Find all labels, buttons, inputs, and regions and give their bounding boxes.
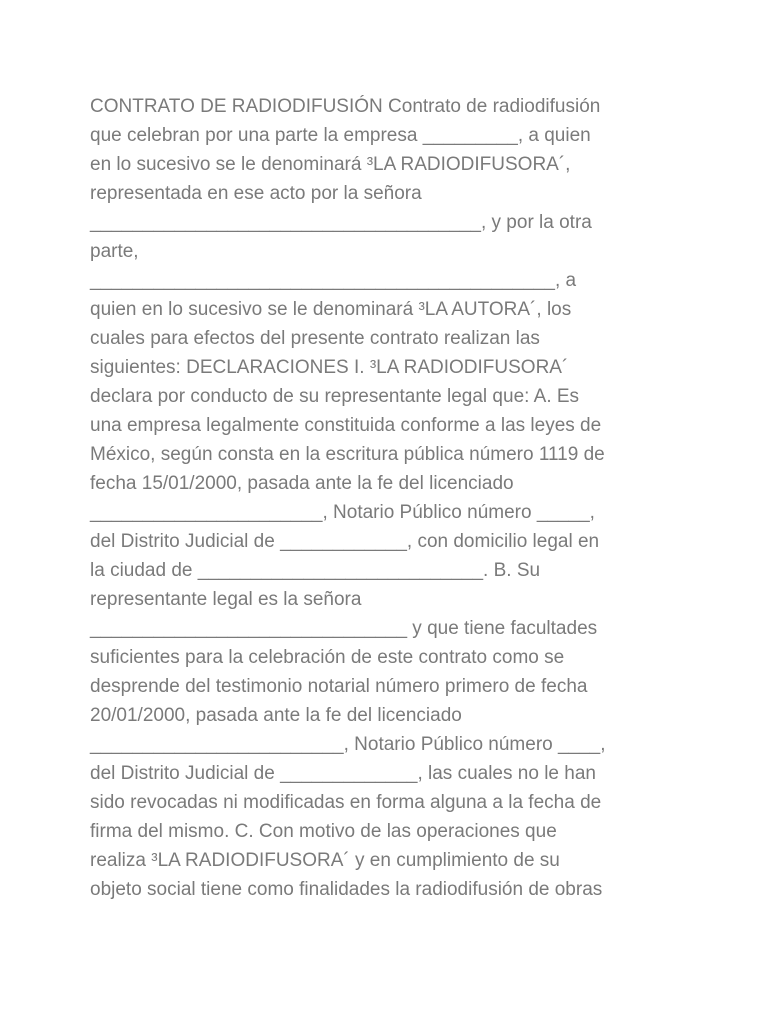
text-line: _____________________________________, y por la otra [90, 212, 592, 233]
text-line: la ciudad de ___________________________. B. Su [90, 560, 541, 581]
text-line: desprende del testimonio notarial número primero de fecha [90, 676, 588, 697]
text-line: fecha 15/01/2000, pasada ante la fe del licenciado [90, 473, 514, 494]
text-line: parte, [90, 241, 139, 262]
text-line: realiza ³LA RADIODIFUSORA´ y en cumplimiento de su [90, 850, 560, 871]
contract-body-text [90, 92, 690, 904]
text-line: ____________________________________________, a [90, 270, 577, 291]
text-line: representante legal es la señora [90, 589, 362, 610]
text-line: declara por conducto de su representante legal que: A. Es [90, 386, 580, 407]
text-line: sido revocadas ni modificadas en forma alguna a la fecha de [90, 792, 602, 813]
text-line: objeto social tiene como finalidades la radiodifusión de obras [90, 879, 603, 900]
text-line: en lo sucesivo se le denominará ³LA RADIODIFUSORA´, [90, 154, 571, 175]
text-line: siguientes: DECLARACIONES I. ³LA RADIODIFUSORA´ [90, 357, 569, 378]
text-line: ______________________________ y que tiene facultades [90, 618, 598, 639]
text-line: 20/01/2000, pasada ante la fe del licenciado [90, 705, 462, 726]
text-line: del Distrito Judicial de _____________, las cuales no le han [90, 763, 596, 784]
text-line: firma del mismo. C. Con motivo de las operaciones que [90, 821, 557, 842]
text-line: cuales para efectos del presente contrato realizan las [90, 328, 540, 349]
text-line: suficientes para la celebración de este contrato como se [90, 647, 565, 668]
text-line: ________________________, Notario Público número ____, [90, 734, 606, 755]
text-line: que celebran por una parte la empresa _________, a quien [90, 125, 591, 146]
text-line: representada en ese acto por la señora [90, 183, 422, 204]
text-line: quien en lo sucesivo se le denominará ³LA AUTORA´, los [90, 299, 572, 320]
text-line: México, según consta en la escritura pública número 1119 de [90, 444, 605, 465]
text-line: ______________________, Notario Público número _____, [90, 502, 595, 523]
text-line: una empresa legalmente constituida conforme a las leyes de [90, 415, 602, 436]
text-line: del Distrito Judicial de ____________, con domicilio legal en [90, 531, 600, 552]
text-line: CONTRATO DE RADIODIFUSIÓN Contrato de radiodifusión [90, 96, 601, 117]
